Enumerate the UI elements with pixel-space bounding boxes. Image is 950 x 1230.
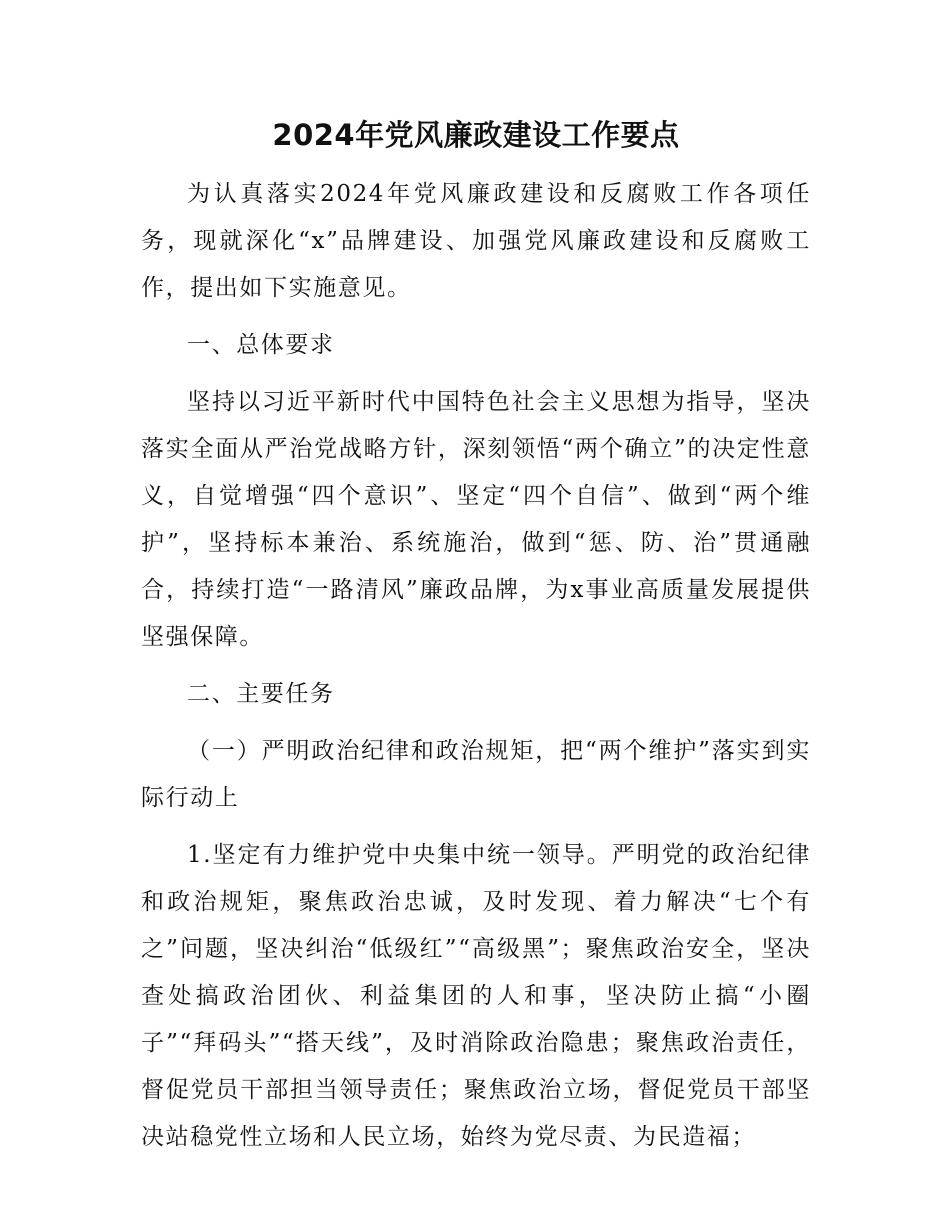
overall-requirements-paragraph: 坚持以习近平新时代中国特色社会主义思想为指导，坚决落实全面从严治党战略方针，深刻领悟“两个确立”的决定性意义，自觉增强“四个意识”、坚定“四个自信”、做到“两个维护”，坚持标本兼治、系统施治，做到“惩、防、治”贯通融合，持续打造“一路清风”廉政品牌，为x事业高质量发展提供坚强保障。 [141,389,811,650]
task-paragraph-1: 1.坚定有力维护党中央集中统一领导。严明党的政治纪律和政治规矩，聚焦政治忠诚，及时发现、着力解决“七个有之”问题，坚决纠治“低级红”“高级黑”；聚焦政治安全，坚决查处搞政治团伙、利益集团的人和事，坚决防止搞“小圈子”“拜码头”“搭天线”，及时消除政治隐患；聚焦政治责任，督促党员干部担当领导责任；聚焦政治立场，督促党员干部坚决站稳党性立场和人民立场，始终为党尽责、为民造福； [141,842,811,1150]
section-heading-main-tasks: 二、主要任务 [187,681,335,707]
subsection-heading-1: （一）严明政治纪律和政治规矩，把“两个维护”落实到实际行动上 [141,738,811,811]
intro-paragraph: 为认真落实2024年党风廉政建设和反腐败工作各项任务，现就深化“x”品牌建设、加强党风廉政建设和反腐败工作，提出如下实施意见。 [141,181,811,301]
document-title: 2024年党风廉政建设工作要点 [272,118,680,152]
document-body [141,113,811,1161]
section-heading-overall-requirements: 一、总体要求 [187,332,335,358]
